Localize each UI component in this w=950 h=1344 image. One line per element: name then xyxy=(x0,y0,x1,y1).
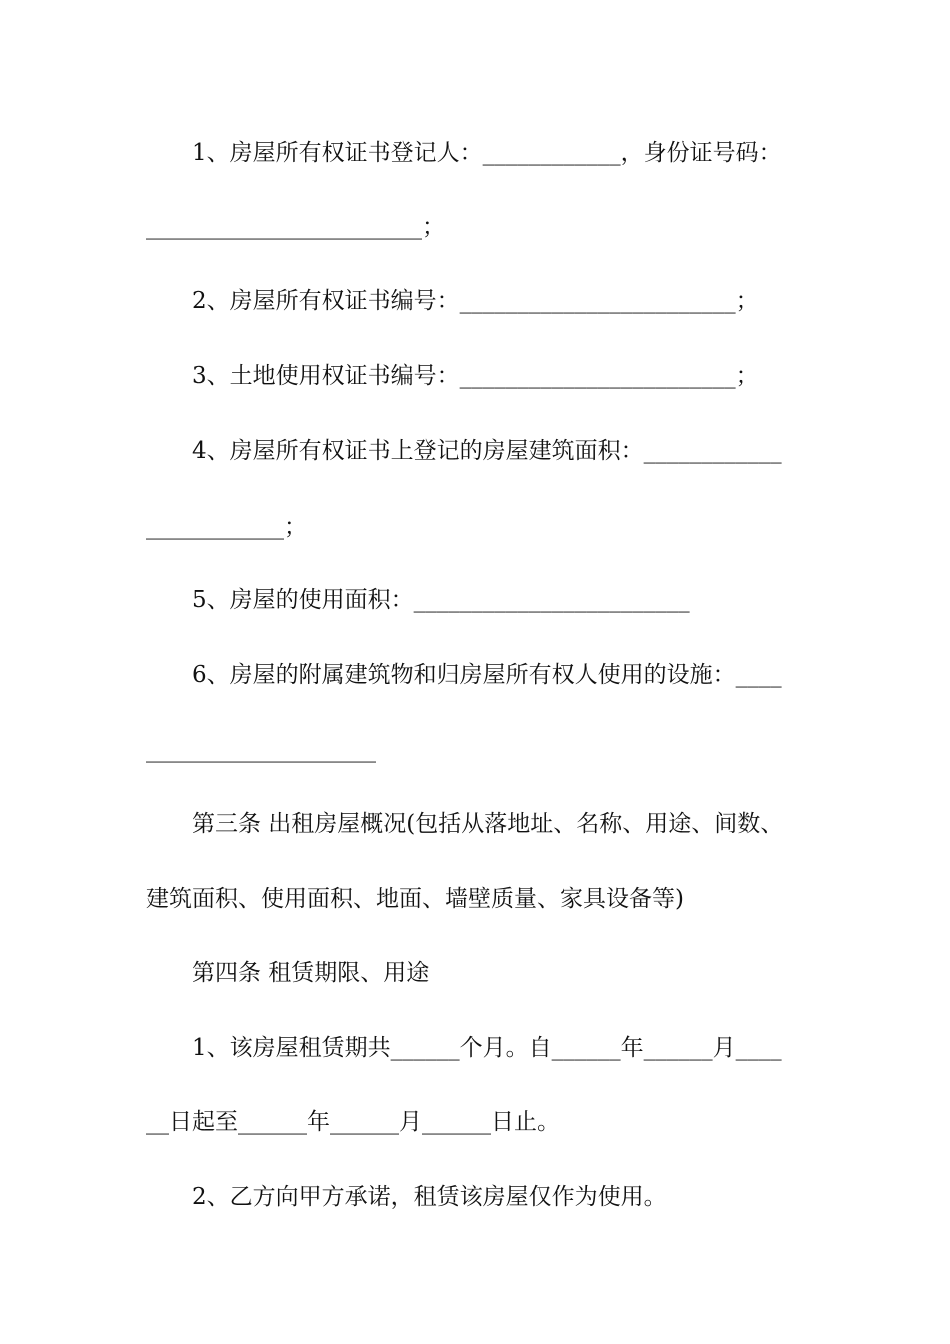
text-line: 建筑面积、使用面积、地面、墙壁质量、家具设备等) xyxy=(146,886,684,912)
text-line: __日起至______年______月______日止。 xyxy=(146,1109,560,1135)
article-heading: 第三条 出租房屋概况(包括从落地址、名称、用途、间数、 xyxy=(192,811,784,837)
text-line: 6、房屋的附属建筑物和归房屋所有权人使用的设施：____ xyxy=(192,662,782,688)
text-line: 4、房屋所有权证书上登记的房屋建筑面积：____________ xyxy=(192,438,782,464)
text-line: ________________________； xyxy=(146,214,445,240)
text-line: ____________________ xyxy=(146,737,376,763)
article-heading: 第四条 租赁期限、用途 xyxy=(192,960,430,986)
text-line: 2、房屋所有权证书编号：________________________； xyxy=(192,288,759,314)
text-line: 3、土地使用权证书编号：________________________； xyxy=(192,363,759,389)
text-line: 2、乙方向甲方承诺，租赁该房屋仅作为使用。 xyxy=(192,1184,667,1210)
text-line: 1、房屋所有权证书登记人：____________，身份证号码： xyxy=(192,140,782,166)
text-line: 5、房屋的使用面积：________________________ xyxy=(192,587,690,613)
text-line: 1、该房屋租赁期共______个月。自______年______月____ xyxy=(192,1035,782,1061)
text-line: ____________； xyxy=(146,514,307,540)
